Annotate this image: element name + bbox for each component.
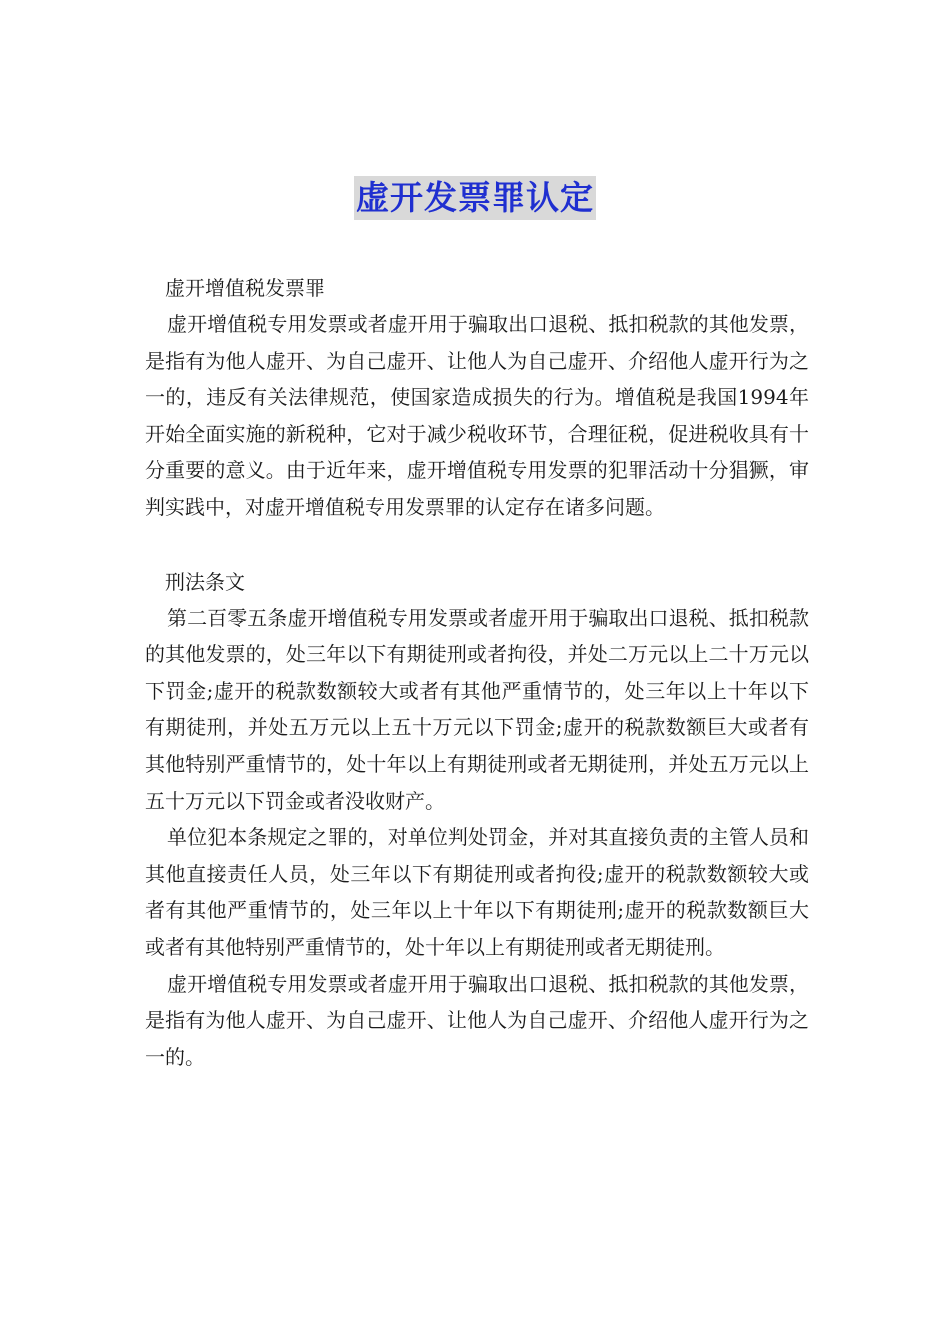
title-container: [0, 176, 950, 220]
paragraph-gap: [145, 526, 809, 564]
section-paragraph-definition: 虚开增值税专用发票或者虚开用于骗取出口退税、抵扣税款的其他发票，是指有为他人虚开、为自己虚开、让他人为自己虚开、介绍他人虚开行为之一的，违反有关法律规范，使国家造成损失的行为。增值税是我国1994年开始全面实施的新税种，它对于减少税收环节，合理征税，促进税收具有十分重要的意义。由于近年来，虚开增值税专用发票的犯罪活动十分猖獗，审判实践中，对虚开增值税专用发票罪的认定存在诸多问题。: [145, 312, 809, 519]
document-body: [145, 270, 809, 1075]
document-title: 虚开发票罪认定: [354, 176, 596, 220]
article-paragraph-unit-crime: 单位犯本条规定之罪的，对单位判处罚金，并对其直接负责的主管人员和其他直接责任人员，处三年以下有期徒刑或者拘役;虚开的税款数额较大或者有其他严重情节的，处三年以上十年以下有期徒刑;虚开的税款数额巨大或者有其他特别严重情节的，处十年以上有期徒刑或者无期徒刑。: [145, 825, 809, 959]
article-paragraph-definition: 虚开增值税专用发票或者虚开用于骗取出口退税、抵扣税款的其他发票，是指有为他人虚开、为自己虚开、让他人为自己虚开、介绍他人虚开行为之一的。: [145, 971, 809, 1069]
article-paragraph-205: 第二百零五条虚开增值税专用发票或者虚开用于骗取出口退税、抵扣税款的其他发票的，处三年以下有期徒刑或者拘役，并处二万元以上二十万元以下罚金;虚开的税款数额较大或者有其他严重情节的，处三年以上十年以下有期徒刑，并处五万元以上五十万元以下罚金;虚开的税款数额巨大或者有其他特别严重情节的，处十年以上有期徒刑或者无期徒刑，并处五万元以上五十万元以下罚金或者没收财产。: [145, 605, 809, 813]
section-heading-criminal-law-articles: 刑法条文: [165, 569, 245, 594]
section-heading-vat-invoice-crime: 虚开增值税发票罪: [165, 276, 325, 300]
